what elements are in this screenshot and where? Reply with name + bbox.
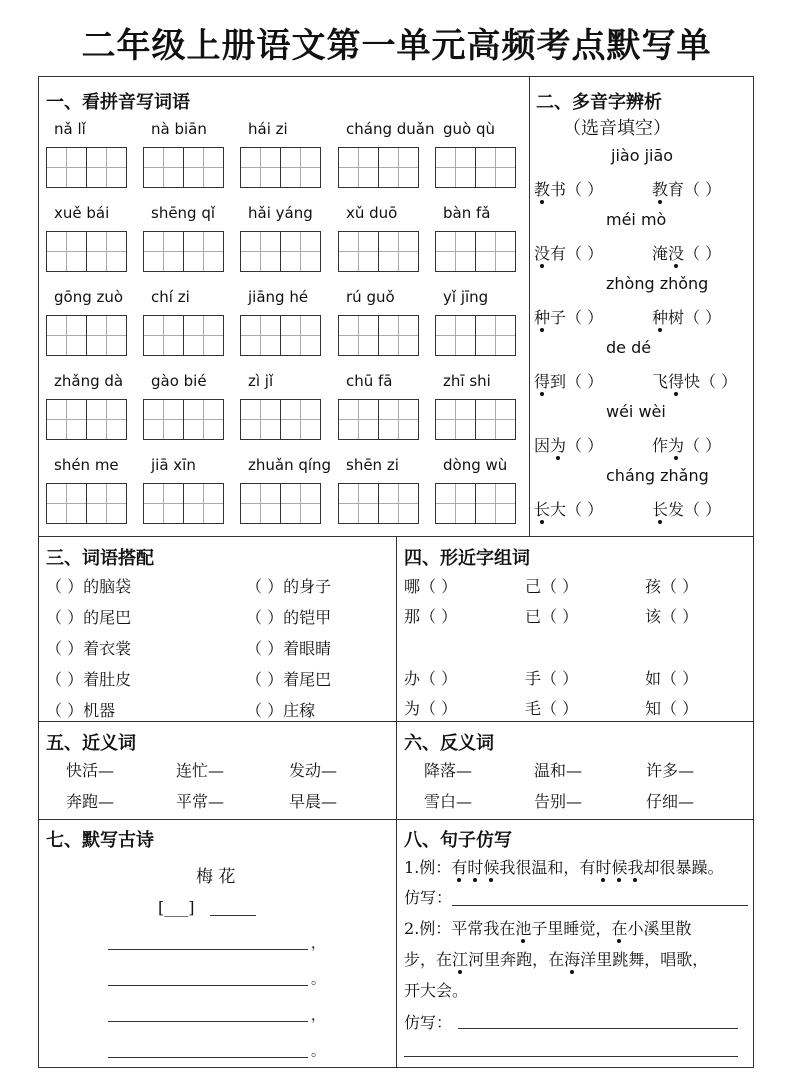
pinyin-prompt: yǐ jīng (443, 288, 489, 306)
grid-cell[interactable] (338, 231, 379, 272)
writing-grid[interactable] (143, 315, 223, 356)
grid-cell[interactable] (378, 483, 419, 524)
sentence-char: 歌 (676, 950, 693, 969)
polyphone-item[interactable] (534, 433, 603, 456)
grid-cell[interactable] (143, 399, 184, 440)
sentence-char: 里 (596, 950, 613, 969)
sentence-char: 暴 (675, 858, 692, 877)
polyphone-item[interactable] (534, 177, 603, 200)
answer-blank[interactable]: （ ） (566, 180, 604, 199)
polyphone-word (652, 500, 684, 519)
imitate-line[interactable] (404, 1056, 738, 1057)
grid-cell[interactable] (183, 315, 224, 356)
sentence-char: 睡 (563, 919, 580, 938)
sentence-char: 有 (579, 858, 596, 877)
answer-blank[interactable]: （ ） (566, 308, 604, 327)
pinyin-choices: méi mò (606, 210, 667, 229)
sentence-char: 奔 (500, 950, 517, 969)
word-char: 为 (550, 436, 567, 455)
word-char: 教 (652, 180, 669, 199)
grid-cell[interactable] (143, 315, 184, 356)
answer-blank[interactable]: （ ） (684, 436, 722, 455)
pinyin-prompt: bàn fǎ (443, 204, 491, 222)
writing-grid[interactable] (143, 483, 223, 524)
example-sentence-1 (404, 855, 724, 878)
sentence-char: 平 (451, 919, 468, 938)
sentence-char: 1 (404, 858, 415, 877)
sentence-char: 我 (627, 858, 644, 877)
poem-author-line[interactable] (210, 915, 256, 916)
writing-grid[interactable] (143, 231, 223, 272)
section8-heading: 八、句子仿写 (404, 830, 512, 851)
word-char: 到 (550, 372, 567, 391)
char-word-item[interactable]: 手（ ） (525, 669, 579, 688)
answer-blank[interactable]: （ ） (684, 180, 722, 199)
poem-line[interactable] (108, 1021, 308, 1022)
word-char: 种 (534, 308, 551, 327)
synonym-item[interactable]: 奔跑— (66, 792, 115, 811)
matching-item[interactable]: （ ）着眼睛 (246, 639, 332, 658)
answer-blank[interactable]: （ ） (684, 244, 722, 263)
pinyin-prompt: xǔ duō (346, 204, 398, 222)
grid-cell[interactable] (338, 315, 379, 356)
divider (396, 536, 397, 1068)
grid-cell[interactable] (86, 231, 127, 272)
poem-dynasty-bracket: [___] (158, 898, 195, 917)
pinyin-prompt: chū fā (346, 372, 393, 390)
pinyin-prompt: xuě bái (54, 204, 110, 222)
polyphone-item[interactable] (652, 433, 721, 456)
polyphone-word (534, 500, 566, 519)
grid-cell[interactable] (475, 147, 516, 188)
sentence-char: 唱 (660, 950, 677, 969)
matching-item[interactable]: （ ）的身子 (246, 577, 332, 596)
sentence-char: 溪 (643, 919, 660, 938)
pinyin-prompt: gōng zuò (54, 288, 124, 306)
sentence-char: 却 (643, 858, 660, 877)
imitate-label: 仿写： (404, 888, 453, 907)
synonym-item[interactable]: 早晨— (289, 792, 338, 811)
sentence-char: . (414, 858, 420, 877)
grid-cell[interactable] (435, 315, 476, 356)
matching-item[interactable]: （ ）的尾巴 (46, 608, 132, 627)
writing-grid[interactable] (46, 483, 126, 524)
word-char: 有 (550, 244, 567, 263)
char-word-item[interactable]: 该（ ） (645, 607, 699, 626)
polyphone-item[interactable] (534, 369, 603, 392)
sentence-char: 和 (547, 858, 564, 877)
word-char: 长 (534, 500, 551, 519)
polyphone-item[interactable] (534, 497, 603, 520)
sentence-char: ， (420, 950, 437, 969)
pinyin-choices: wéi wèi (606, 402, 666, 421)
matching-item[interactable]: （ ）着尾巴 (246, 670, 332, 689)
sentence-char: ， (595, 919, 612, 938)
word-char: 树 (668, 308, 685, 327)
writing-grid[interactable] (338, 399, 418, 440)
polyphone-word (652, 180, 684, 199)
synonym-item[interactable]: 连忙— (176, 761, 225, 780)
sentence-char: 小 (627, 919, 644, 938)
section6-heading: 六、反义词 (404, 733, 494, 754)
synonym-item[interactable]: 发动— (289, 761, 338, 780)
answer-blank[interactable]: （ ） (566, 436, 604, 455)
pinyin-choices: de dé (606, 338, 652, 357)
sentence-char: 我 (483, 919, 500, 938)
antonym-item[interactable]: 降落— (424, 761, 473, 780)
polyphone-word (652, 436, 684, 455)
word-char: 书 (550, 180, 567, 199)
answer-blank[interactable]: （ ） (684, 308, 722, 327)
grid-cell[interactable] (183, 147, 224, 188)
pinyin-prompt: cháng duǎn (346, 120, 435, 138)
polyphone-word (534, 180, 566, 199)
pinyin-prompt: chí zi (151, 288, 190, 306)
grid-cell[interactable] (46, 315, 87, 356)
sentence-char: 例 (419, 919, 436, 938)
grid-cell[interactable] (475, 315, 516, 356)
grid-cell[interactable] (240, 147, 281, 188)
char-word-item[interactable]: 孩（ ） (645, 577, 699, 596)
antonym-item[interactable]: 温和— (534, 761, 583, 780)
sentence-char: 舞 (628, 950, 645, 969)
sentence-char: 候 (483, 858, 500, 877)
sentence-char: 里 (484, 950, 501, 969)
sentence-char: ， (692, 950, 709, 969)
grid-cell[interactable] (46, 147, 87, 188)
sentence-char: 河 (468, 950, 485, 969)
pinyin-choices: cháng zhǎng (606, 466, 709, 485)
sentence-char: 在 (611, 919, 628, 938)
char-word-item[interactable]: 知（ ） (645, 699, 699, 718)
grid-cell[interactable] (475, 231, 516, 272)
word-char: 得 (668, 372, 685, 391)
section7-heading: 七、默写古诗 (46, 830, 154, 851)
pinyin-prompt: shēn zi (346, 456, 399, 474)
writing-grid[interactable] (240, 315, 320, 356)
grid-cell[interactable] (378, 147, 419, 188)
answer-blank[interactable]: （ ） (684, 500, 722, 519)
polyphone-word (534, 308, 566, 327)
poem-line[interactable] (108, 949, 308, 950)
example-sentence-2 (404, 947, 708, 970)
writing-grid[interactable] (435, 315, 515, 356)
pinyin-prompt: shēng qǐ (151, 204, 216, 222)
sentence-char: 时 (595, 858, 612, 877)
polyphone-item[interactable] (534, 305, 603, 328)
writing-grid[interactable] (240, 147, 320, 188)
pinyin-prompt: dòng wù (443, 456, 508, 474)
section4-heading: 四、形近字组词 (404, 548, 530, 569)
matching-item[interactable]: （ ）的铠甲 (246, 608, 332, 627)
sentence-char: 2 (404, 919, 415, 938)
grid-cell[interactable] (143, 147, 184, 188)
grid-cell[interactable] (46, 231, 87, 272)
pinyin-prompt: zhuǎn qíng (248, 456, 332, 474)
word-char: 飞 (652, 372, 669, 391)
word-char: 没 (534, 244, 551, 263)
sentence-char: ： (435, 919, 452, 938)
polyphone-word (534, 244, 566, 263)
matching-item[interactable]: （ ）机器 (46, 701, 116, 720)
polyphone-item[interactable] (652, 497, 721, 520)
sentence-char: 池 (515, 919, 532, 938)
grid-cell[interactable] (435, 483, 476, 524)
example-sentence-2 (404, 916, 692, 939)
writing-grid[interactable] (143, 399, 223, 440)
writing-grid[interactable] (435, 231, 515, 272)
word-char: 得 (534, 372, 551, 391)
grid-cell[interactable] (143, 483, 184, 524)
section3-heading: 三、词语搭配 (46, 548, 154, 569)
polyphone-item[interactable] (652, 369, 737, 392)
synonym-item[interactable]: 平常— (176, 792, 225, 811)
grid-cell[interactable] (435, 147, 476, 188)
grid-cell[interactable] (280, 399, 321, 440)
sentence-char: 里 (547, 919, 564, 938)
sentence-char: 很 (659, 858, 676, 877)
pinyin-prompt: guò qù (443, 120, 496, 138)
grid-cell[interactable] (435, 399, 476, 440)
sentence-char: 。 (707, 858, 724, 877)
sentence-char: 候 (611, 858, 628, 877)
grid-cell[interactable] (46, 483, 87, 524)
grid-cell[interactable] (143, 231, 184, 272)
poem-line[interactable] (108, 985, 308, 986)
page-title: 二年级上册语文第一单元高频考点默写单 (81, 26, 712, 66)
grid-cell[interactable] (183, 399, 224, 440)
sentence-char: 海 (564, 950, 581, 969)
sentence-char: 时 (467, 858, 484, 877)
writing-grid[interactable] (46, 399, 126, 440)
divider (38, 819, 754, 820)
poem-line[interactable] (108, 1057, 308, 1058)
char-word-item[interactable]: 办（ ） (404, 669, 458, 688)
answer-blank[interactable]: （ ） (566, 500, 604, 519)
word-char: 种 (652, 308, 669, 327)
sentence-char: 江 (452, 950, 469, 969)
writing-grid[interactable] (240, 399, 320, 440)
answer-blank[interactable]: （ ） (700, 372, 738, 391)
antonym-item[interactable]: 许多— (646, 761, 695, 780)
poem-punctuation: ， (311, 1008, 325, 1024)
sentence-char: ： (435, 858, 452, 877)
grid-cell[interactable] (280, 231, 321, 272)
sentence-char: 在 (436, 950, 453, 969)
sentence-char: 步 (404, 950, 421, 969)
pinyin-choices: zhòng zhǒng (606, 274, 709, 293)
grid-cell[interactable] (338, 483, 379, 524)
char-word-item[interactable]: 如（ ） (645, 669, 699, 688)
polyphone-word (534, 372, 566, 391)
example-sentence-2: 开大会。 (404, 981, 469, 1000)
antonym-item[interactable]: 告别— (534, 792, 583, 811)
answer-blank[interactable]: （ ） (566, 372, 604, 391)
grid-cell[interactable] (86, 315, 127, 356)
sentence-char: 里 (659, 919, 676, 938)
sentence-char: ， (563, 858, 580, 877)
char-word-item[interactable]: 那（ ） (404, 607, 458, 626)
pinyin-prompt: zhī shi (443, 372, 491, 390)
pinyin-prompt: shén me (54, 456, 119, 474)
polyphone-word (652, 372, 700, 391)
poem-title: 梅 花 (196, 867, 236, 887)
poem-punctuation: 。 (311, 972, 325, 988)
word-char: 为 (668, 436, 685, 455)
divider (529, 76, 530, 536)
matching-item[interactable]: （ ）的脑袋 (46, 577, 132, 596)
pinyin-prompt: hǎi yáng (248, 204, 313, 222)
char-word-item[interactable]: 哪（ ） (404, 577, 458, 596)
polyphone-item[interactable] (652, 177, 721, 200)
word-char: 没 (668, 244, 685, 263)
poem-punctuation: ， (311, 936, 325, 952)
pinyin-prompt: gào bié (151, 372, 207, 390)
grid-cell[interactable] (183, 231, 224, 272)
writing-grid[interactable] (435, 483, 515, 524)
writing-grid[interactable] (46, 147, 126, 188)
pinyin-prompt: hái zi (248, 120, 288, 138)
char-word-item[interactable]: 已（ ） (525, 607, 579, 626)
grid-cell[interactable] (240, 315, 281, 356)
pinyin-prompt: nà biān (151, 120, 207, 138)
antonym-item[interactable]: 雪白— (424, 792, 473, 811)
sentence-char: 觉 (579, 919, 596, 938)
sentence-char: 洋 (580, 950, 597, 969)
divider (38, 721, 754, 722)
grid-cell[interactable] (280, 315, 321, 356)
grid-cell[interactable] (280, 147, 321, 188)
writing-grid[interactable] (338, 483, 418, 524)
grid-cell[interactable] (338, 147, 379, 188)
sentence-char: 子 (531, 919, 548, 938)
pinyin-prompt: jiāng hé (248, 288, 309, 306)
sentence-char: 常 (467, 919, 484, 938)
sentence-char: 躁 (691, 858, 708, 877)
grid-cell[interactable] (86, 147, 127, 188)
grid-cell[interactable] (240, 483, 281, 524)
polyphone-word (652, 244, 684, 263)
grid-cell[interactable] (240, 399, 281, 440)
answer-blank[interactable]: （ ） (566, 244, 604, 263)
pinyin-prompt: rú guǒ (346, 288, 395, 306)
polyphone-item[interactable] (534, 241, 603, 264)
writing-grid[interactable] (143, 147, 223, 188)
grid-cell[interactable] (378, 231, 419, 272)
word-char: 大 (550, 500, 567, 519)
sentence-char: 我 (499, 858, 516, 877)
sentence-char: 散 (675, 919, 692, 938)
writing-grid[interactable] (338, 231, 418, 272)
char-word-item[interactable]: 己（ ） (525, 577, 579, 596)
sentence-char: . (414, 919, 420, 938)
section1-heading: 一、看拼音写词语 (46, 92, 190, 113)
polyphone-item[interactable] (652, 305, 721, 328)
pinyin-prompt: nǎ lǐ (54, 120, 86, 138)
sentence-char: 有 (451, 858, 468, 877)
synonym-item[interactable]: 快活— (66, 761, 115, 780)
pinyin-prompt: zhǎng dà (54, 372, 124, 390)
sentence-char: 在 (548, 950, 565, 969)
word-char: 因 (534, 436, 551, 455)
grid-cell[interactable] (475, 483, 516, 524)
pinyin-prompt: jiā xīn (151, 456, 196, 474)
word-char: 长 (652, 500, 669, 519)
char-word-item[interactable]: 为（ ） (404, 699, 458, 718)
grid-cell[interactable] (86, 399, 127, 440)
grid-cell[interactable] (475, 399, 516, 440)
grid-cell[interactable] (378, 315, 419, 356)
imitate-line[interactable] (458, 1028, 738, 1029)
polyphone-item[interactable] (652, 241, 721, 264)
pinyin-choices: jiào jiāo (611, 146, 674, 165)
polyphone-word (652, 308, 684, 327)
imitate-line[interactable] (452, 905, 748, 906)
word-char: 淹 (652, 244, 669, 263)
pinyin-prompt: zì jǐ (248, 372, 274, 390)
sentence-char: ， (532, 950, 549, 969)
writing-grid[interactable] (46, 231, 126, 272)
poem-punctuation: 。 (311, 1044, 325, 1060)
sentence-char: 跑 (516, 950, 533, 969)
grid-cell[interactable] (240, 231, 281, 272)
word-char: 子 (550, 308, 567, 327)
grid-cell[interactable] (86, 483, 127, 524)
sentence-char: 很 (515, 858, 532, 877)
writing-grid[interactable] (338, 315, 418, 356)
section2-heading: 二、多音字辨析 (536, 92, 662, 113)
matching-item[interactable]: （ ）庄稼 (246, 701, 316, 720)
word-char: 发 (668, 500, 685, 519)
word-char: 作 (652, 436, 669, 455)
matching-item[interactable]: （ ）着肚皮 (46, 670, 132, 689)
grid-cell[interactable] (46, 399, 87, 440)
matching-item[interactable]: （ ）着衣裳 (46, 639, 132, 658)
grid-cell[interactable] (280, 483, 321, 524)
writing-grid[interactable] (240, 483, 320, 524)
sentence-char: 例 (419, 858, 436, 877)
sentence-char: 温 (531, 858, 548, 877)
word-char: 教 (534, 180, 551, 199)
grid-cell[interactable] (338, 399, 379, 440)
sentence-char: 在 (499, 919, 516, 938)
char-word-item[interactable]: 毛（ ） (525, 699, 579, 718)
word-char: 育 (668, 180, 685, 199)
writing-grid[interactable] (435, 147, 515, 188)
writing-grid[interactable] (240, 231, 320, 272)
grid-cell[interactable] (183, 483, 224, 524)
section5-heading: 五、近义词 (46, 733, 136, 754)
grid-cell[interactable] (378, 399, 419, 440)
writing-grid[interactable] (435, 399, 515, 440)
polyphone-word (534, 436, 566, 455)
word-char: 快 (684, 372, 701, 391)
imitate-label: 仿写： (404, 1013, 453, 1032)
sentence-char: ， (644, 950, 661, 969)
grid-cell[interactable] (435, 231, 476, 272)
section2-subheading: （选音填空） (563, 118, 671, 139)
antonym-item[interactable]: 仔细— (646, 792, 695, 811)
writing-grid[interactable] (46, 315, 126, 356)
writing-grid[interactable] (338, 147, 418, 188)
sentence-char: 跳 (612, 950, 629, 969)
